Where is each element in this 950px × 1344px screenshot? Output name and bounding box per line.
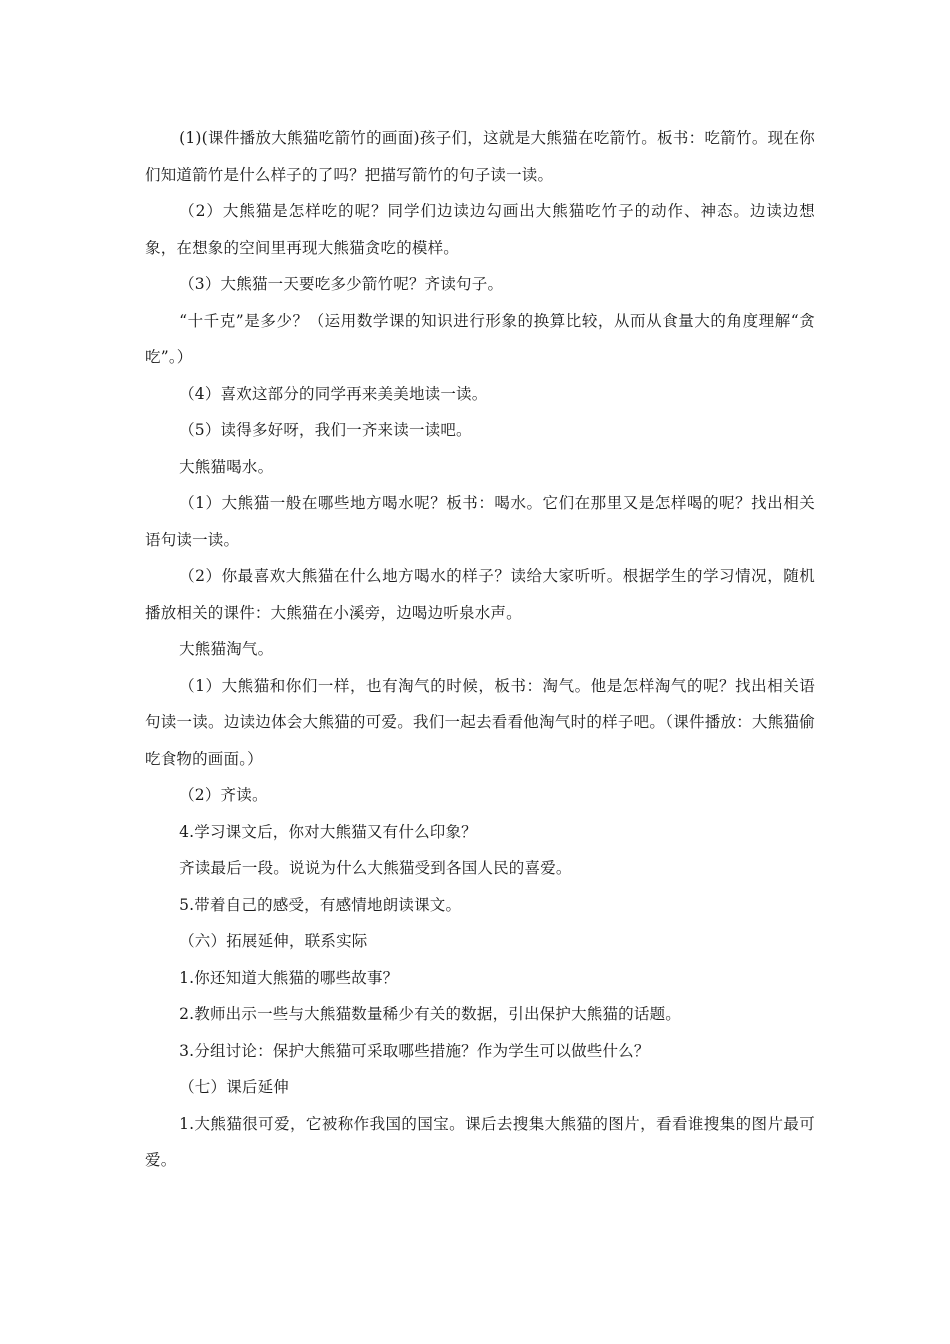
paragraph: （3）大熊猫一天要吃多少箭竹呢？齐读句子。 xyxy=(179,275,504,293)
paragraph: （2）大熊猫是怎样吃的呢？同学们边读边勾画出大熊猫吃竹子的动作、神态。边读边想象，在想象的空间里再现大熊猫贪吃的模样。 xyxy=(145,202,815,257)
paragraph: （4）喜欢这部分的同学再来美美地读一读。 xyxy=(179,384,488,403)
section-heading: （六）拓展延伸，联系实际 xyxy=(179,932,368,950)
paragraph: （1）大熊猫和你们一样，也有淘气的时候，板书：淘气。他是怎样淘气的呢？找出相关语句读一读。边读边体会大熊猫的可爱。我们一起去看看他淘气时的样子吧。（课件播放：大熊猫偷吃食物的画面。） xyxy=(145,676,815,768)
paragraph: “十千克”是多少？（运用数学课的知识进行形象的换算比较，从而从食量大的角度理解“贪吃”。） xyxy=(145,311,815,366)
paragraph: （2）齐读。 xyxy=(179,786,268,804)
paragraph: （5）读得多好呀，我们一齐来读一读吧。 xyxy=(179,421,472,439)
section-heading: 大熊猫淘气。 xyxy=(179,640,274,658)
paragraph: 3.分组讨论：保护大熊猫可采取哪些措施？作为学生可以做些什么？ xyxy=(179,1041,650,1060)
paragraph: 4.学习课文后，你对大熊猫又有什么印象？ xyxy=(179,822,477,841)
paragraph: 5.带着自己的感受，有感情地朗读课文。 xyxy=(179,895,462,914)
paragraph: （1）大熊猫一般在哪些地方喝水呢？板书：喝水。它们在那里又是怎样喝的呢？找出相关语句读一读。 xyxy=(145,494,815,549)
document-body xyxy=(145,120,815,1179)
paragraph: （2）你最喜欢大熊猫在什么地方喝水的样子？读给大家听听。根据学生的学习情况，随机播放相关的课件：大熊猫在小溪旁，边喝边听泉水声。 xyxy=(145,567,815,622)
paragraph: 齐读最后一段。说说为什么大熊猫受到各国人民的喜爱。 xyxy=(179,859,572,877)
section-heading: （七）课后延伸 xyxy=(179,1078,289,1096)
paragraph: (1)(课件播放大熊猫吃箭竹的画面)孩子们，这就是大熊猫在吃箭竹。板书：吃箭竹。现在你们知道箭竹是什么样子的了吗？把描写箭竹的句子读一读。 xyxy=(145,129,815,184)
paragraph: 1.大熊猫很可爱，它被称作我国的国宝。课后去搜集大熊猫的图片，看看谁搜集的图片最可爱。 xyxy=(145,1114,815,1169)
paragraph: 1.你还知道大熊猫的哪些故事？ xyxy=(179,968,399,987)
section-heading: 大熊猫喝水。 xyxy=(179,457,274,476)
paragraph: 2.教师出示一些与大熊猫数量稀少有关的数据，引出保护大熊猫的话题。 xyxy=(179,1005,681,1023)
